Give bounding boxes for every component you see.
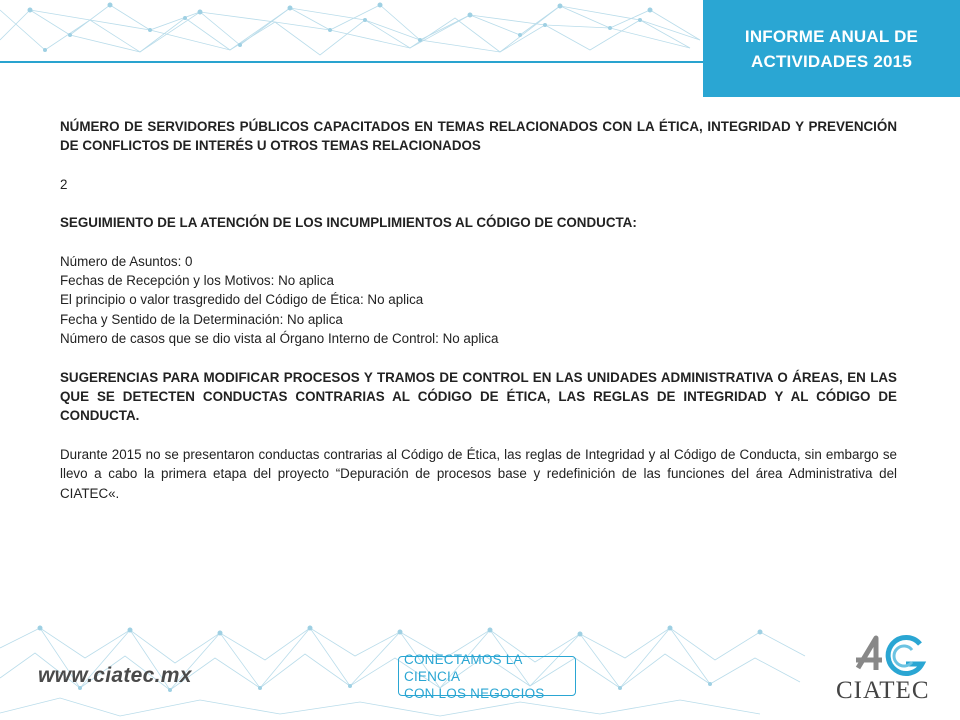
report-title-line-1: INFORME ANUAL DE bbox=[744, 26, 919, 46]
followup-item: Fecha y Sentido de la Determinación: No aplica bbox=[60, 311, 343, 327]
header-rule bbox=[0, 61, 703, 63]
document-body bbox=[60, 117, 897, 503]
section-heading-followup: SEGUIMIENTO DE LA ATENCIÓN DE LOS INCUMPLIMIENTOS AL CÓDIGO DE CONDUCTA: bbox=[60, 215, 637, 231]
slogan-badge bbox=[398, 651, 576, 701]
website-url: www.ciatec.mx bbox=[38, 664, 192, 687]
section-heading-training: NÚMERO DE SERVIDORES PÚBLICOS CAPACITADOS EN TEMAS RELACIONADOS CON LA ÉTICA, INTEGRIDAD Y PREVENCIÓN DE CONFLICTOS DE INTERÉS U OTROS TEMAS RELACIONADOS bbox=[60, 119, 897, 154]
training-count: 2 bbox=[60, 176, 68, 192]
slogan-line-2: CON LOS NEGOCIOS bbox=[404, 685, 545, 701]
report-title-line-2: ACTIVIDADES 2015 bbox=[751, 51, 912, 71]
ciatec-logo-icon bbox=[850, 630, 930, 680]
followup-item: Número de Asuntos: 0 bbox=[60, 253, 193, 269]
followup-item: Número de casos que se dio vista al Órgano Interno de Control: No aplica bbox=[60, 331, 499, 347]
followup-item: El principio o valor trasgredido del Código de Ética: No aplica bbox=[60, 292, 424, 308]
slogan-line-1: CONECTAMOS LA CIENCIA bbox=[404, 651, 522, 684]
report-title-box bbox=[703, 0, 960, 97]
suggestions-paragraph: Durante 2015 no se presentaron conductas contrarias al Código de Ética, las reglas de Integridad y al Código de Conducta, sin embargo se llevo a cabo la primera etapa del proyecto “Depuración de procesos base y redefinición de las funciones del área Administrativa del CIATEC«. bbox=[60, 446, 897, 501]
section-heading-suggestions: SUGERENCIAS PARA MODIFICAR PROCESOS Y TRAMOS DE CONTROL EN LAS UNIDADES ADMINISTRATIVA O ÁREAS, EN LAS QUE SE DETECTEN CONDUCTAS CONTRARIAS AL CÓDIGO DE ÉTICA, LAS REGLAS DE INTEGRIDAD Y AL CÓDIGO DE CONDUCTA. bbox=[60, 369, 897, 424]
followup-item: Fechas de Recepción y los Motivos: No aplica bbox=[60, 273, 334, 289]
ciatec-logo-text: CIATEC bbox=[836, 677, 930, 704]
